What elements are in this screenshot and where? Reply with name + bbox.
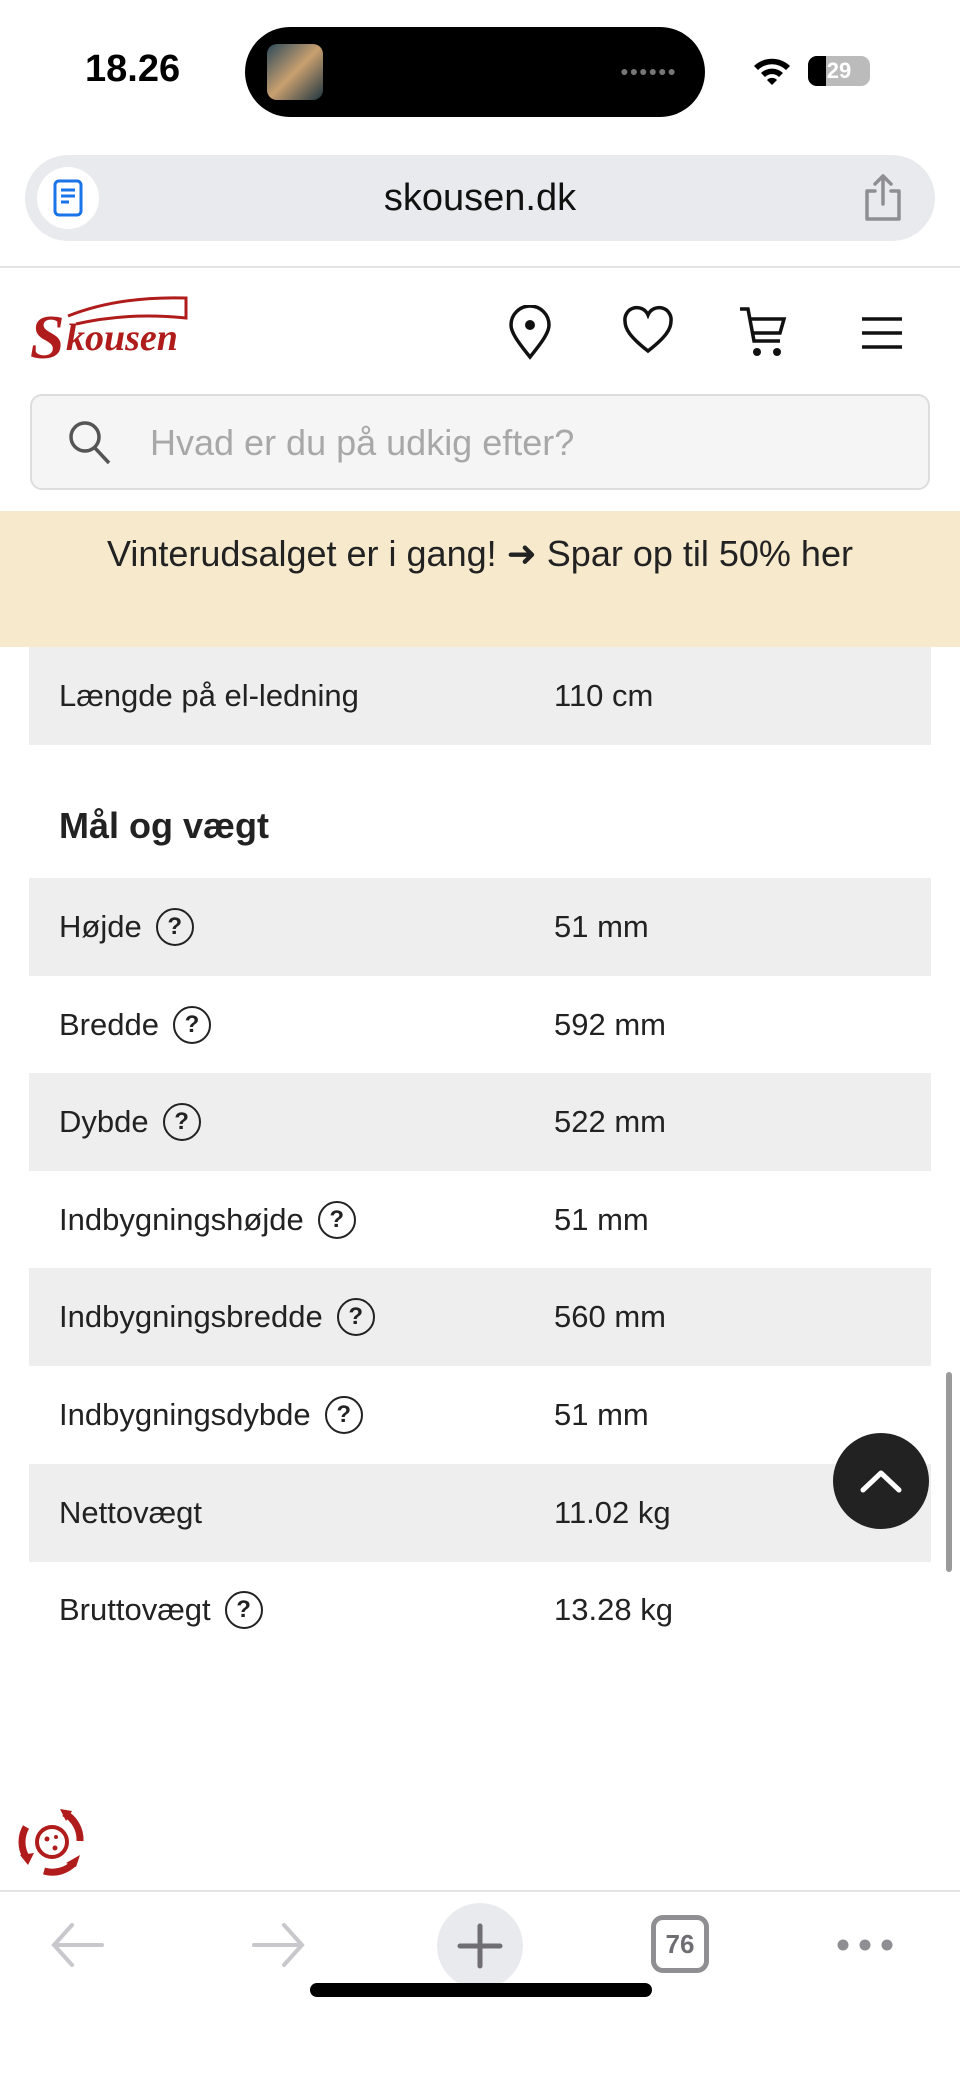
- chevron-up-icon: [859, 1468, 903, 1494]
- url-text[interactable]: skousen.dk: [383, 177, 577, 219]
- spec-label: [59, 1396, 363, 1434]
- forward-arrow-icon[interactable]: [248, 1915, 308, 1975]
- help-icon[interactable]: ?: [173, 1006, 211, 1044]
- help-icon[interactable]: ?: [156, 908, 194, 946]
- spec-label: [59, 1103, 201, 1141]
- spec-value: 110 cm: [554, 678, 654, 713]
- spec-label-text: Dybde: [59, 1104, 149, 1140]
- svg-text:S: S: [30, 304, 65, 372]
- help-icon[interactable]: ?: [325, 1396, 363, 1434]
- section-heading: Mål og vægt: [59, 805, 270, 846]
- scrollbar[interactable]: [946, 1372, 952, 1572]
- svg-text:kousen: kousen: [66, 317, 178, 359]
- spec-label-text: Indbygningsdybde: [59, 1397, 311, 1432]
- spec-value: 522 mm: [554, 1104, 666, 1140]
- spec-value: 13.28 kg: [554, 1592, 673, 1628]
- share-icon[interactable]: [861, 173, 905, 223]
- spec-label-text: Indbygningsbredde: [59, 1299, 323, 1335]
- spec-label: [59, 1591, 263, 1629]
- spec-row: [29, 878, 931, 976]
- spec-label: [59, 1006, 211, 1044]
- help-icon[interactable]: ?: [337, 1298, 375, 1336]
- home-indicator[interactable]: [310, 1983, 652, 1997]
- dynamic-island: [245, 27, 705, 117]
- spec-row: [29, 1268, 931, 1366]
- back-arrow-icon[interactable]: [48, 1915, 108, 1975]
- help-icon[interactable]: ?: [225, 1591, 263, 1629]
- spec-label-text: Bruttovægt: [59, 1592, 211, 1628]
- spec-value: 51 mm: [554, 1397, 649, 1432]
- recycling-service-icon[interactable]: [16, 1805, 88, 1879]
- toolbar-divider: [0, 1890, 960, 1892]
- search-placeholder: Hvad er du på udkig efter?: [150, 422, 575, 463]
- spec-value: 51 mm: [554, 909, 649, 944]
- spec-label-text: Højde: [59, 909, 142, 944]
- skousen-logo[interactable]: [28, 292, 190, 374]
- tabs-button[interactable]: 76: [651, 1915, 709, 1973]
- store-locator-icon[interactable]: [507, 305, 553, 361]
- spec-label: Længde på el-ledning: [59, 678, 359, 713]
- battery-indicator: 29: [808, 56, 870, 86]
- menu-icon[interactable]: [860, 315, 904, 351]
- help-icon[interactable]: ?: [318, 1201, 356, 1239]
- help-icon[interactable]: ?: [163, 1103, 201, 1141]
- spec-value: 51 mm: [554, 1201, 649, 1237]
- spec-row: [29, 1171, 931, 1269]
- spec-label: [59, 1298, 375, 1336]
- spec-row: [29, 976, 931, 1074]
- now-playing-artwork: [267, 44, 323, 100]
- spec-row: [29, 1464, 931, 1562]
- new-tab-button[interactable]: [437, 1903, 523, 1989]
- spec-row: [29, 1073, 931, 1171]
- status-time: 18.26: [85, 48, 181, 90]
- spec-label-text: Bredde: [59, 1006, 159, 1042]
- search-input[interactable]: [30, 394, 930, 490]
- spec-value: 560 mm: [554, 1299, 666, 1335]
- divider: [0, 266, 960, 268]
- spec-label-text: Indbygningshøjde: [59, 1201, 304, 1237]
- back-to-top-button[interactable]: [833, 1433, 929, 1529]
- spec-value: 11.02 kg: [554, 1494, 671, 1530]
- spec-value: 592 mm: [554, 1006, 666, 1042]
- plus-icon: [457, 1923, 503, 1969]
- wishlist-heart-icon[interactable]: [622, 305, 674, 355]
- audio-waveform-icon: ●●●●●●: [620, 63, 677, 79]
- search-icon: [68, 420, 112, 466]
- spec-row: [29, 647, 931, 745]
- sale-banner[interactable]: Vinterudsalget er i gang! ➜ Spar op til 50% her: [0, 511, 960, 647]
- more-options-icon[interactable]: [835, 1915, 895, 1975]
- spec-label-text: Nettovægt: [59, 1494, 203, 1530]
- address-bar[interactable]: [25, 155, 935, 241]
- spec-label: [59, 1495, 202, 1531]
- spec-label: [59, 908, 194, 946]
- wifi-icon: [752, 56, 792, 86]
- cart-icon[interactable]: [738, 305, 788, 361]
- spec-label: [59, 1201, 356, 1239]
- spec-row: [29, 1366, 931, 1464]
- spec-row: [29, 1561, 931, 1659]
